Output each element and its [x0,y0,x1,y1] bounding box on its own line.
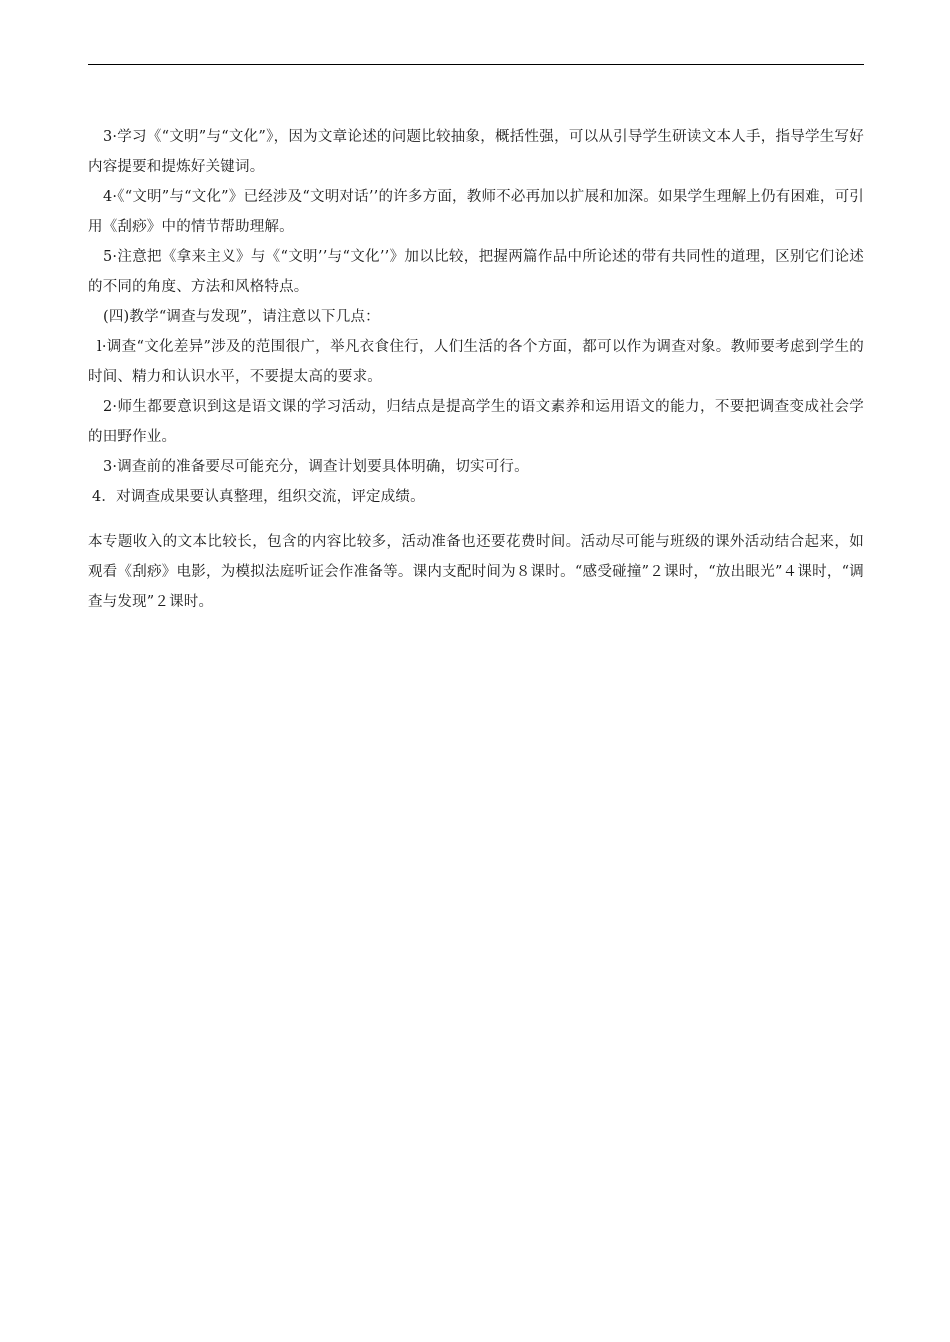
list-item: 3·学习《“文明”与“文化”》，因为文章论述的问题比较抽象，概括性强，可以从引导学生研读文本人手，指导学生写好内容提要和提炼好关键词。 [88,129,864,175]
section-heading: (四)教学“调查与发现”，请注意以下几点： [103,309,380,325]
list-item: 5·注意把《拿来主义》与《“文明’’与“文化’’》加以比较，把握两篇作品中所论述的带有共同性的道理，区别它们论述的不同的角度、方法和风格特点。 [88,249,864,295]
list-item: 3·调查前的准备要尽可能充分，调查计划要具体明确，切实可行。 [103,459,529,475]
closing-paragraph: 本专题收入的文本比较长，包含的内容比较多，活动准备也还要花费时间。活动尽可能与班级的课外活动结合起来，如观看《刮痧》电影，为模拟法庭听证会作准备等。课内支配时间为８课时。“感受碰撞”２课时，“放出眼光”４课时，“调查与发现”２课时。 [88,534,864,610]
list-item: l·调查“文化差异”涉及的范围很广，举凡衣食住行，人们生活的各个方面，都可以作为调查对象。教师要考虑到学生的时间、精力和认识水平，不要提太高的要求。 [88,339,864,385]
paragraph-gap [88,512,864,527]
document-body [88,122,864,617]
list-item: 4．对调查成果要认真整理，组织交流，评定成绩。 [92,489,425,505]
list-item: 2·师生都要意识到这是语文课的学习活动，归结点是提高学生的语文素养和运用语文的能力，不要把调查变成社会学的田野作业。 [88,399,864,445]
list-item: 4·《“文明”与“文化”》已经涉及“文明对话’’的许多方面，教师不必再加以扩展和加深。如果学生理解上仍有困难，可引用《刮痧》中的情节帮助理解。 [88,189,864,235]
header-rule [88,64,864,65]
